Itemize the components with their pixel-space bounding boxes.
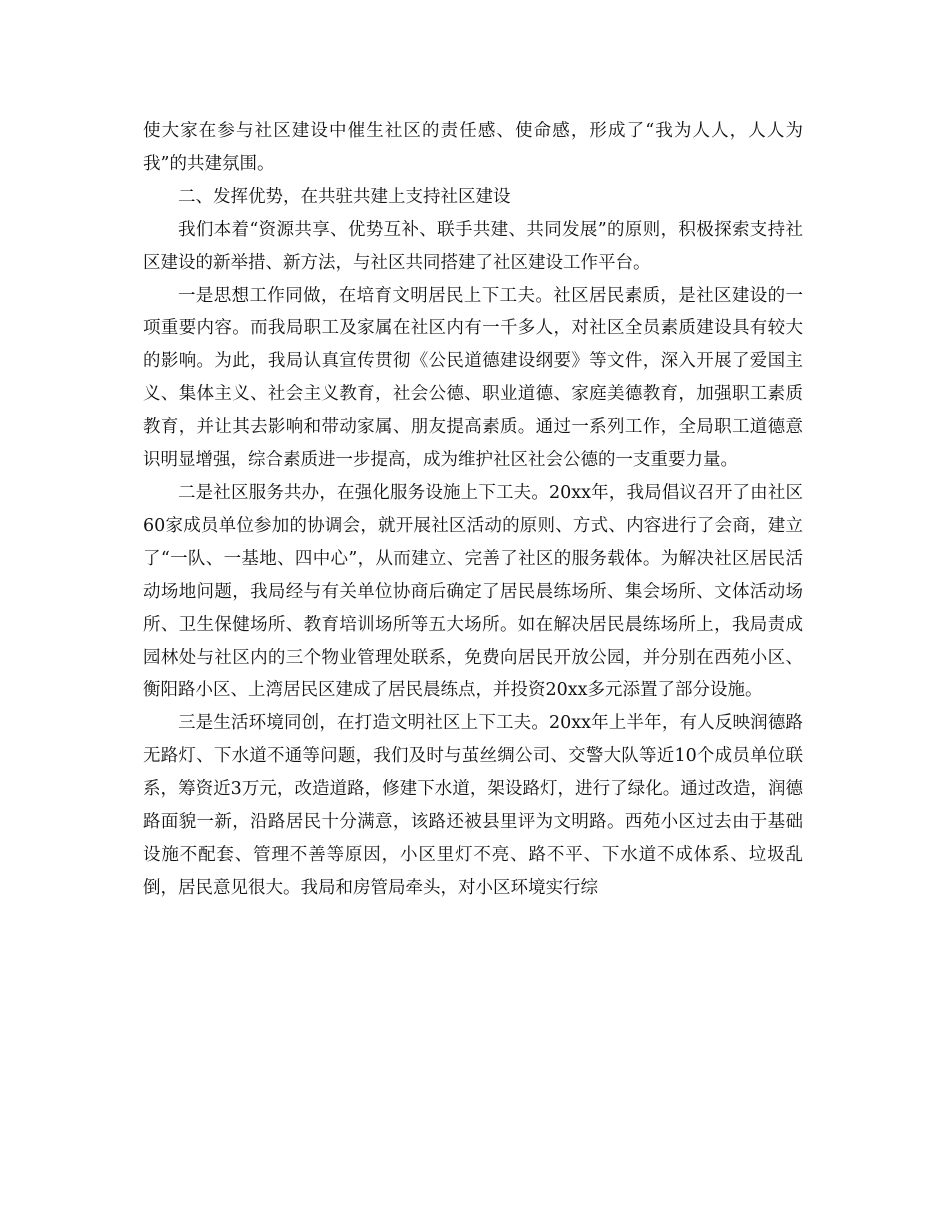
paragraph-6: 三是生活环境同创，在打造文明社区上下工夫。20xx年上半年，有人反映润德路无路灯、下水道不通等问题，我们及时与茧丝绸公司、交警大队等近10个成员单位联系，筹资近3万元，改造道路，修建下水道，架设路灯，进行了绿化。通过改造，润德路面貌一新，沿路居民十分满意，该路还被县里评为文明路。西苑小区过去由于基础设施不配套、管理不善等原因，小区里灯不亮、路不平、下水道不成体系、垃圾乱倒，居民意见很大。我局和房管局牵头，对小区环境实行综 [143, 713, 803, 898]
paragraph-1: 使大家在参与社区建设中催生社区的责任感、使命感，形成了“我为人人，人人为我”的共建氛围。 [143, 121, 803, 174]
document-body [143, 115, 803, 905]
paragraph-5: 二是社区服务共办，在强化服务设施上下工夫。20xx年，我局倡议召开了由社区60家成员单位参加的协调会，就开展社区活动的原则、方式、内容进行了会商，建立了“一队、一基地、四中心”，从而建立、完善了社区的服务载体。为解决社区居民活动场地问题，我局经与有关单位协商后确定了居民晨练场所、集会场所、文体活动场所、卫生保健场所、教育培训场所等五大场所。如在解决居民晨练场所上，我局责成园林处与社区内的三个物业管理处联系，免费向居民开放公园，并分别在西苑小区、衡阳路小区、上湾居民区建成了居民晨练点，并投资20xx多元添置了部分设施。 [143, 482, 803, 701]
paragraph-3: 我们本着“资源共享、优势互补、联手共建、共同发展”的原则，积极探索支持社区建设的新举措、新方法，与社区共同搭建了社区建设工作平台。 [143, 219, 803, 273]
paragraph-4: 一是思想工作同做，在培育文明居民上下工夫。社区居民素质，是社区建设的一项重要内容。而我局职工及家属在社区内有一千多人，对社区全员素质建设具有较大的影响。为此，我局认真宣传贯彻《公民道德建设纲要》等文件，深入开展了爱国主义、集体主义、社会主义教育，社会公德、职业道德、家庭美德教育，加强职工素质教育，并让其去影响和带动家属、朋友提高素质。通过一系列工作，全局职工道德意识明显增强，综合素质进一步提高，成为维护社区社会公德的一支重要力量。 [143, 285, 803, 471]
section-heading: 二、发挥优势，在共驻共建上支持社区建设 [178, 186, 511, 207]
